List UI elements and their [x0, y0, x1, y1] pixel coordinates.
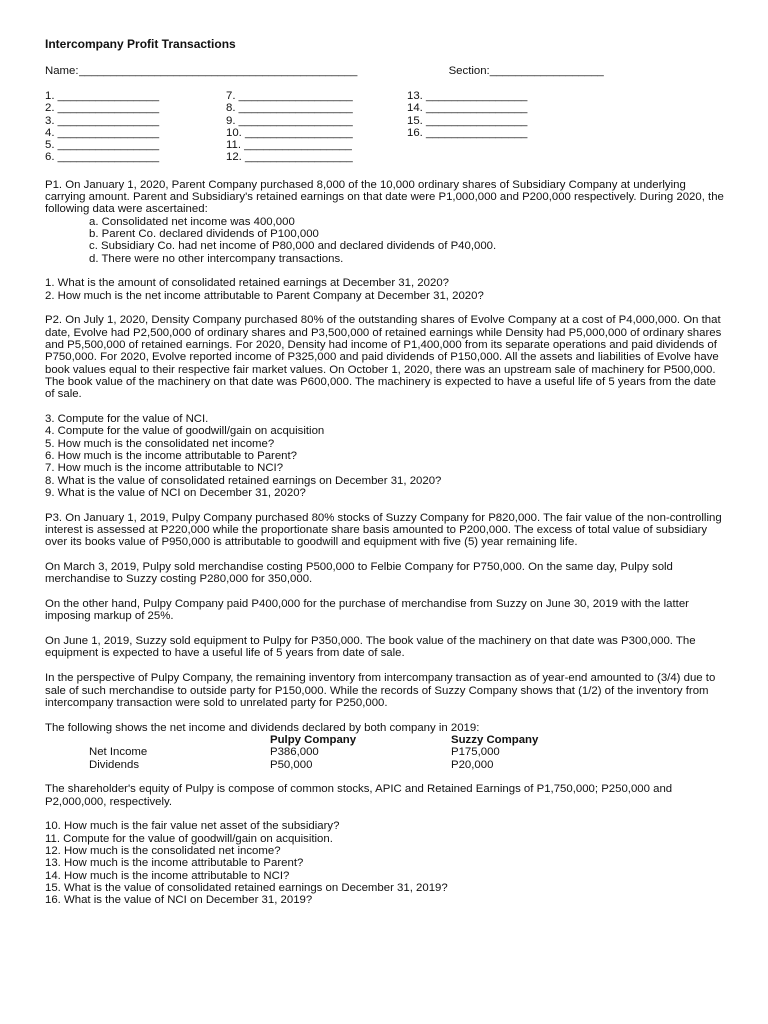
answer-blank[interactable]: 5. ________________	[45, 139, 160, 152]
answer-blank[interactable]: 14. ________________	[407, 102, 528, 115]
header-fields	[45, 65, 725, 78]
answer-column-3	[407, 90, 588, 164]
worksheet-title: Intercompany Profit Transactions	[45, 37, 236, 51]
table-row	[89, 759, 538, 771]
answer-grid	[45, 90, 725, 164]
question: 6. How much is the income attributable to Parent?	[45, 449, 297, 462]
table-cell: P175,000	[451, 746, 500, 759]
problem-3-paragraph: On June 1, 2019, Suzzy sold equipment to Pulpy for P350,000. The book value of the machinery on that date was P300,000. The equipment is expected to have a useful life of 5 years from date of sale.	[45, 635, 696, 660]
income-dividends-table	[89, 734, 538, 771]
problem-3-paragraph: The shareholder's equity of Pulpy is compose of common stocks, APIC and Retained Earnings of P1,750,000; P250,000 and P2,000,000, respectively.	[45, 783, 673, 808]
question: 11. Compute for the value of goodwill/gain on acquisition.	[45, 832, 333, 845]
answer-blank[interactable]: 8. __________________	[226, 102, 353, 115]
problem-1-item: c. Subsidiary Co. had net income of P80,000 and declared dividends of P40,000.	[89, 240, 497, 253]
answer-blank[interactable]: 4. ________________	[45, 126, 160, 139]
table-header-row	[89, 734, 538, 746]
question: 12. How much is the consolidated net income?	[45, 845, 281, 858]
question: 9. What is the value of NCI on December 31, 2020?	[45, 486, 306, 499]
question: 4. Compute for the value of goodwill/gain on acquisition	[45, 425, 325, 438]
answer-blank[interactable]: 9. __________________	[226, 114, 353, 127]
question: 13. How much is the income attributable to Parent?	[45, 857, 304, 870]
problem-3-paragraph: On the other hand, Pulpy Company paid P400,000 for the purchase of merchandise from Suzzy on June 30, 2019 with the latter imposing markup of 25%.	[45, 598, 689, 623]
name-blank[interactable]: ____________________________________________	[78, 65, 358, 77]
table-row	[89, 746, 538, 758]
question: 14. How much is the income attributable to NCI?	[45, 869, 290, 882]
problem-1-item: b. Parent Co. declared dividends of P100,000	[89, 227, 319, 240]
question: 16. What is the value of NCI on December 31, 2019?	[45, 894, 313, 907]
question: 5. How much is the consolidated net income?	[45, 437, 275, 450]
answer-blank[interactable]: 6. ________________	[45, 151, 160, 164]
answer-blank[interactable]: 12. _________________	[226, 151, 353, 164]
table-cell: P20,000	[451, 758, 494, 771]
question: 7. How much is the income attributable to NCI?	[45, 462, 284, 475]
problem-3-paragraph: In the perspective of Pulpy Company, the remaining inventory from intercompany transaction as of year-end amounted to (3/4) due to sale of such merchandise to outside party for P150,000. While the records of Suzzy Company shows that (1/2) of the inventory from intercompany transaction were sold to unrelated party for P250,000.	[45, 672, 716, 709]
problem-3-paragraph: P3. On January 1, 2019, Pulpy Company purchased 80% stocks of Suzzy Company for P820,000. The fair value of the non-controlling interest is assessed at P220,000 while the proportionate share basis amounted to P200,000. The excess of total value of subsidiary over its books value of P950,000 is attributable to goodwill and equipment with five (5) year remaining life.	[45, 511, 722, 549]
problem-3-paragraph: On March 3, 2019, Pulpy sold merchandise costing P500,000 to Felbie Company for P750,000. On the same day, Pulpy sold merchandise to Suzzy costing P280,000 for 350,000.	[45, 561, 673, 586]
table-header-cell	[89, 734, 270, 746]
problem-1-item: a. Consolidated net income was 400,000	[89, 215, 295, 228]
answer-blank[interactable]: 7. __________________	[226, 90, 353, 102]
answer-blank[interactable]: 10. _________________	[226, 126, 353, 139]
table-header-cell: Pulpy Company	[270, 733, 357, 746]
table-cell: P50,000	[270, 758, 313, 771]
table-cell: Dividends	[89, 758, 140, 771]
problem-1-item: d. There were no other intercompany transactions.	[89, 252, 344, 265]
question: 3. Compute for the value of NCI.	[45, 413, 209, 426]
answer-blank[interactable]: 13. ________________	[407, 90, 528, 102]
answer-blank[interactable]: 3. ________________	[45, 114, 160, 127]
table-header-cell: Suzzy Company	[451, 733, 539, 746]
answer-blank[interactable]: 2. ________________	[45, 102, 160, 115]
question: 1. What is the amount of consolidated retained earnings at December 31, 2020?	[45, 277, 449, 290]
answer-blank[interactable]: 11. _________________	[226, 139, 352, 152]
table-cell: Net Income	[89, 746, 148, 759]
name-label: Name:	[45, 65, 79, 77]
answer-column-2	[226, 90, 407, 164]
section-label: Section:	[448, 65, 490, 77]
answer-blank[interactable]: 16. ________________	[407, 126, 528, 139]
problem-1-intro: P1. On January 1, 2020, Parent Company purchased 8,000 of the 10,000 ordinary shares of Subsidiary Company at underlying carrying amount. Parent and Subsidiary's retained earnings on that date were P1,000,000 and P200,000 respectively. During 2020, the following data were ascertained:	[45, 178, 724, 216]
question: 15. What is the value of consolidated retained earnings on December 31, 2019?	[45, 881, 448, 894]
question: 10. How much is the fair value net asset of the subsidiary?	[45, 820, 340, 833]
answer-column-1	[45, 90, 226, 164]
answer-blank[interactable]: 1. ________________	[45, 90, 160, 102]
worksheet-page	[45, 37, 725, 907]
question: 2. How much is the net income attributable to Parent Company at December 31, 2020?	[45, 289, 484, 302]
answer-blank[interactable]: 15. ________________	[407, 114, 528, 127]
question: 8. What is the value of consolidated retained earnings on December 31, 2020?	[45, 474, 442, 487]
section-blank[interactable]: __________________	[489, 65, 604, 77]
table-cell: P386,000	[270, 746, 319, 759]
table-intro: The following shows the net income and dividends declared by both company in 2019:	[45, 721, 480, 734]
problem-2-intro: P2. On July 1, 2020, Density Company purchased 80% of the outstanding shares of Evolve Company at a cost of P4,000,000. On that date, Evolve had P2,500,000 of ordinary shares and P3,500,000 of retained earnings while Density had P5,000,000 of ordinary shares and P5,500,000 of retained earnings. For 2020, Density had income of P1,400,000 from its separate operations and paid dividends of P750,000. For 2020, Evolve reported income of P325,000 and paid dividends of P150,000. All the assets and liabilities of Evolve have book values equal to their respective fair market values. On October 1, 2020, there was an upstream sale of machinery for P500,000. The book value of the machinery on that date was P600,000. The machinery is expected to have a useful life of 5 years from the date of sale.	[45, 314, 722, 401]
